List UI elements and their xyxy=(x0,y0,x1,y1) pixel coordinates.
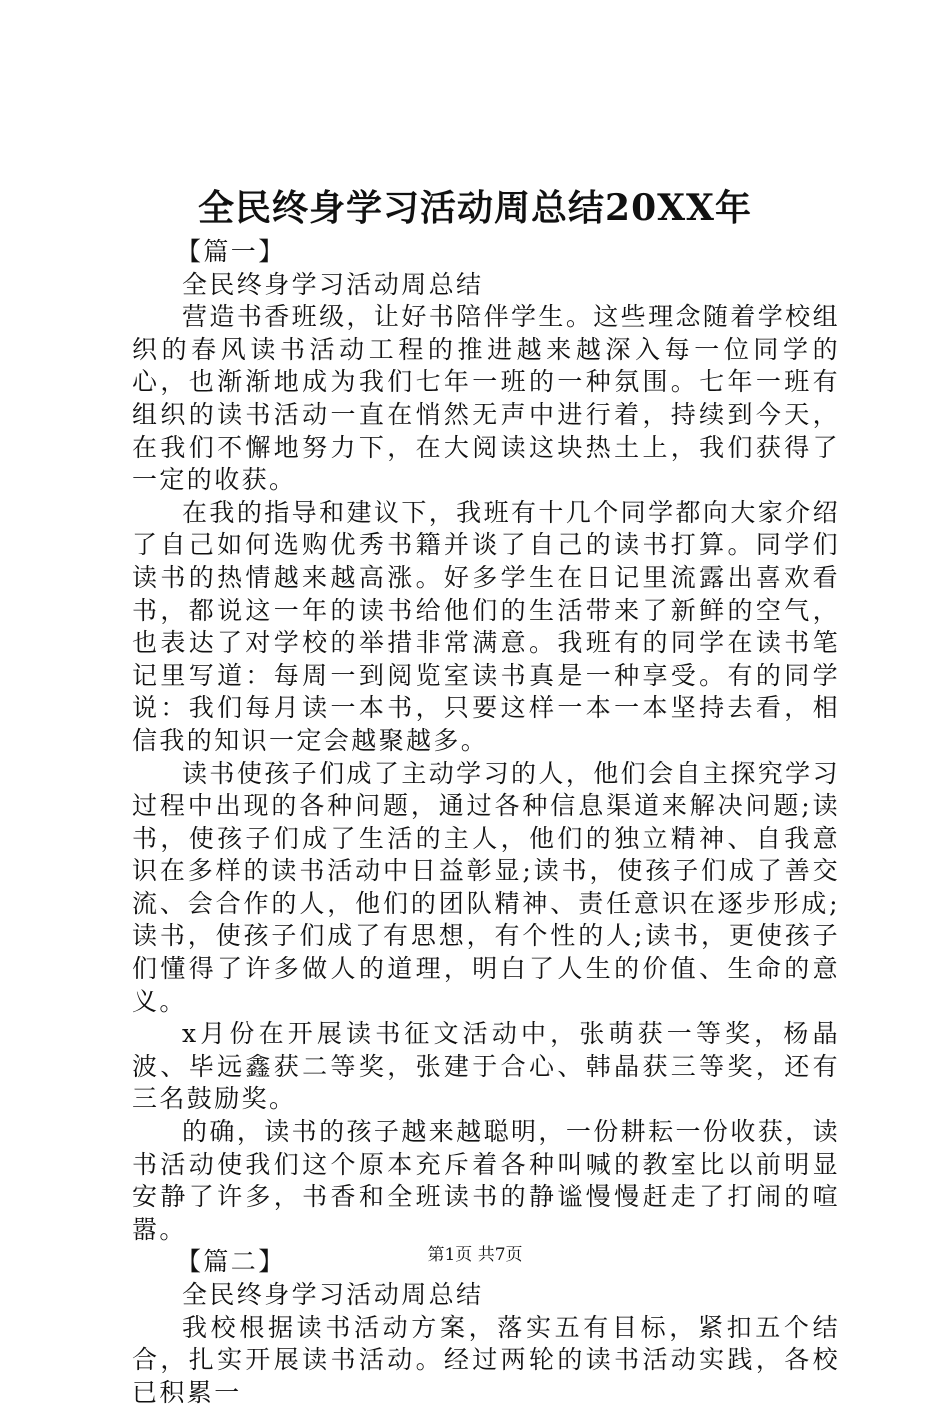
document-body xyxy=(132,236,840,1409)
section-subtitle: 全民终身学习活动周总结 xyxy=(182,1280,484,1309)
section-subtitle: 全民终身学习活动周总结 xyxy=(182,269,484,299)
section-label: 【篇二】 xyxy=(176,1247,286,1277)
document-title: 全民终身学习活动周总结20XX年 xyxy=(198,187,752,229)
body-paragraph: 在我的指导和建议下，我班有十几个同学都向大家介绍了自己如何选购优秀书籍并谈了自己的读书打算。同学们读书的热情越来越高涨。好多学生在日记里流露出喜欢看书，都说这一年的读书给他们的生活带来了新鲜的空气，也表达了对学校的举措非常满意。我班有的同学在读书笔记里写道：每周一到阅览室读书真是一种享受。有的同学说：我们每月读一本书，只要这样一本一本坚持去看，相信我的知识一定会越聚越多。 xyxy=(132,497,840,755)
body-paragraph: 营造书香班级，让好书陪伴学生。这些理念随着学校组织的春风读书活动工程的推进越来越深入每一位同学的心，也渐渐地成为我们七年一班的一种氛围。七年一班有组织的读书活动一直在悄然无声中进行着，持续到今天，在我们不懈地努力下，在大阅读这块热土上，我们获得了一定的收获。 xyxy=(132,302,840,495)
section-label: 【篇一】 xyxy=(176,237,286,266)
body-paragraph: 的确，读书的孩子越来越聪明，一份耕耘一份收获，读书活动使我们这个原本充斥着各种叫喊的教室比以前明显安静了许多，书香和全班读书的静谧慢慢赶走了打闹的喧嚣。 xyxy=(132,1117,840,1244)
body-paragraph: 读书使孩子们成了主动学习的人，他们会自主探究学习过程中出现的各种问题，通过各种信息渠道来解决问题;读书，使孩子们成了生活的主人，他们的独立精神、自我意识在多样的读书活动中日益彰显;读书，使孩子们成了善交流、会合作的人，他们的团队精神、责任意识在逐步形成;读书，使孩子们成了有思想，有个性的人;读书，更使孩子们懂得了许多做人的道理，明白了人生的价值、生命的意义。 xyxy=(132,758,840,1016)
body-paragraph: x月份在开展读书征文活动中，张萌获一等奖，杨晶波、毕远鑫获二等奖，张建于合心、韩晶获三等奖，还有三名鼓励奖。 xyxy=(132,1019,840,1114)
body-paragraph: 我校根据读书活动方案，落实五有目标，紧扣五个结合，扎实开展读书活动。经过两轮的读书活动实践，各校已积累一 xyxy=(132,1312,840,1407)
page-number-footer: 第1页 共7页 xyxy=(427,1245,523,1265)
